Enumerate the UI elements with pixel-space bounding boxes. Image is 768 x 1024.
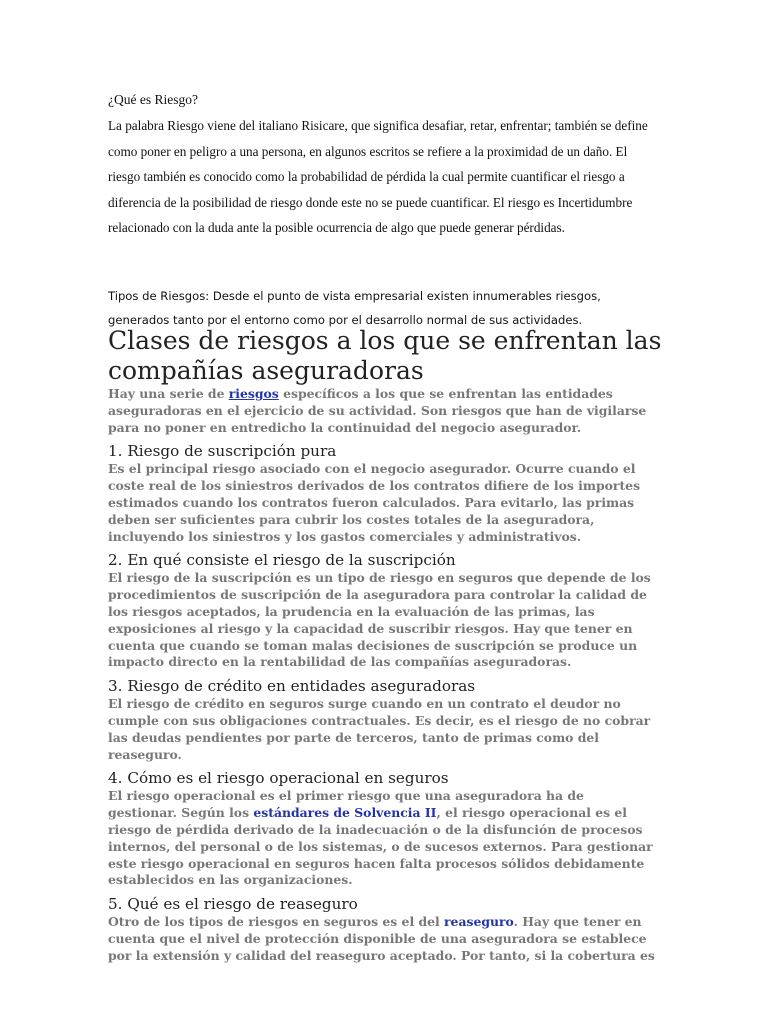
section-4-text-after: , el riesgo operacional es el riesgo de pérdida derivado de la inadecuación o de la disfunción de procesos internos, del personal o de los sistemas, o de sucesos externos. Para gestionar este riesgo operacional en seguros hacen falta procesos sólidos debidamente establecidos en las organizaciones. <box>108 805 653 888</box>
section-4-body <box>108 788 656 889</box>
reaseguro-link[interactable]: reaseguro <box>444 914 514 930</box>
section-4-heading: 4. Cómo es el riesgo operacional en seguros <box>108 769 449 788</box>
section-5-text-after: . Hay que tener en cuenta que el nivel de protección disponible de una aseguradora se establece por la extensión y calidad del reaseguro aceptado. Por tanto, si la cobertura es <box>108 914 655 963</box>
lead-paragraph <box>108 386 656 436</box>
riesgos-link[interactable]: riesgos <box>228 386 279 401</box>
section-5-text-before: Otro de los tipos de riesgos en seguros es el del <box>108 914 445 930</box>
main-title: Clases de riesgos a los que se enfrentan las compañías aseguradoras <box>108 326 662 385</box>
lead-text-before: Hay una serie de <box>108 386 229 401</box>
section-2-heading: 2. En qué consiste el riesgo de la suscripción <box>108 551 456 570</box>
question-title: ¿Qué es Riesgo? <box>108 92 198 107</box>
solvencia-link[interactable]: estándares de Solvencia II <box>253 805 437 821</box>
tipos-paragraph: Tipos de Riesgos: Desde el punto de vista empresarial existen innumerables riesgos, generados tanto por el entorno como por el desarrollo normal de sus actividades. <box>108 289 601 327</box>
section-3-body: El riesgo de crédito en seguros surge cuando en un contrato el deudor no cumple con sus obligaciones contractuales. Es decir, es el riesgo de no cobrar las deudas pendientes por parte de terceros, tanto de primas como del reaseguro. <box>108 696 651 762</box>
section-3-heading: 3. Riesgo de crédito en entidades aseguradoras <box>108 677 476 696</box>
section-5-heading: 5. Qué es el riesgo de reaseguro <box>108 895 358 914</box>
section-4-text-before: El riesgo operacional es el primer riesgo que una aseguradora ha de gestionar. Según los <box>108 788 584 821</box>
section-1-body: Es el principal riesgo asociado con el negocio asegurador. Ocurre cuando el coste real de los siniestros derivados de los contratos difiere de los importes estimados cuando los contratos fueron calculados. Para evitarlo, las primas deben ser suficientes para cubrir los costes totales de la aseguradora, incluyendo los siniestros y los gastos comerciales y administrativos. <box>108 461 641 544</box>
intro-paragraph: La palabra Riesgo viene del italiano Risicare, que significa desafiar, retar, enfrentar; también se define como poner en peligro a una persona, en algunos escritos se refiere a la proximidad de un daño. El riesgo también es conocido como la probabilidad de pérdida la cual permite cuantificar el riesgo a diferencia de la posibilidad de riesgo donde este no se puede cuantificar. El riesgo es Incertidumbre relacionado con la duda ante la posible ocurrencia de algo que puede generar pérdidas. <box>108 118 648 235</box>
lead-text-after: específicos a los que se enfrentan las entidades aseguradoras en el ejercicio de su actividad. Son riesgos que han de vigilarse para no poner en entredicho la continuidad del negocio asegurador. <box>108 386 647 435</box>
section-2-body: El riesgo de la suscripción es un tipo de riesgo en seguros que depende de los procedimientos de suscripción de la aseguradora para controlar la calidad de los riesgos aceptados, la prudencia en la evaluación de las primas, las exposiciones al riesgo y la capacidad de suscribir riesgos. Hay que tener en cuenta que cuando se toman malas decisiones de suscripción se produce un impacto directo en la rentabilidad de las compañías aseguradoras. <box>108 570 651 670</box>
article-content <box>108 386 656 971</box>
section-1-heading: 1. Riesgo de suscripción pura <box>108 442 337 461</box>
section-5-body <box>108 914 656 964</box>
